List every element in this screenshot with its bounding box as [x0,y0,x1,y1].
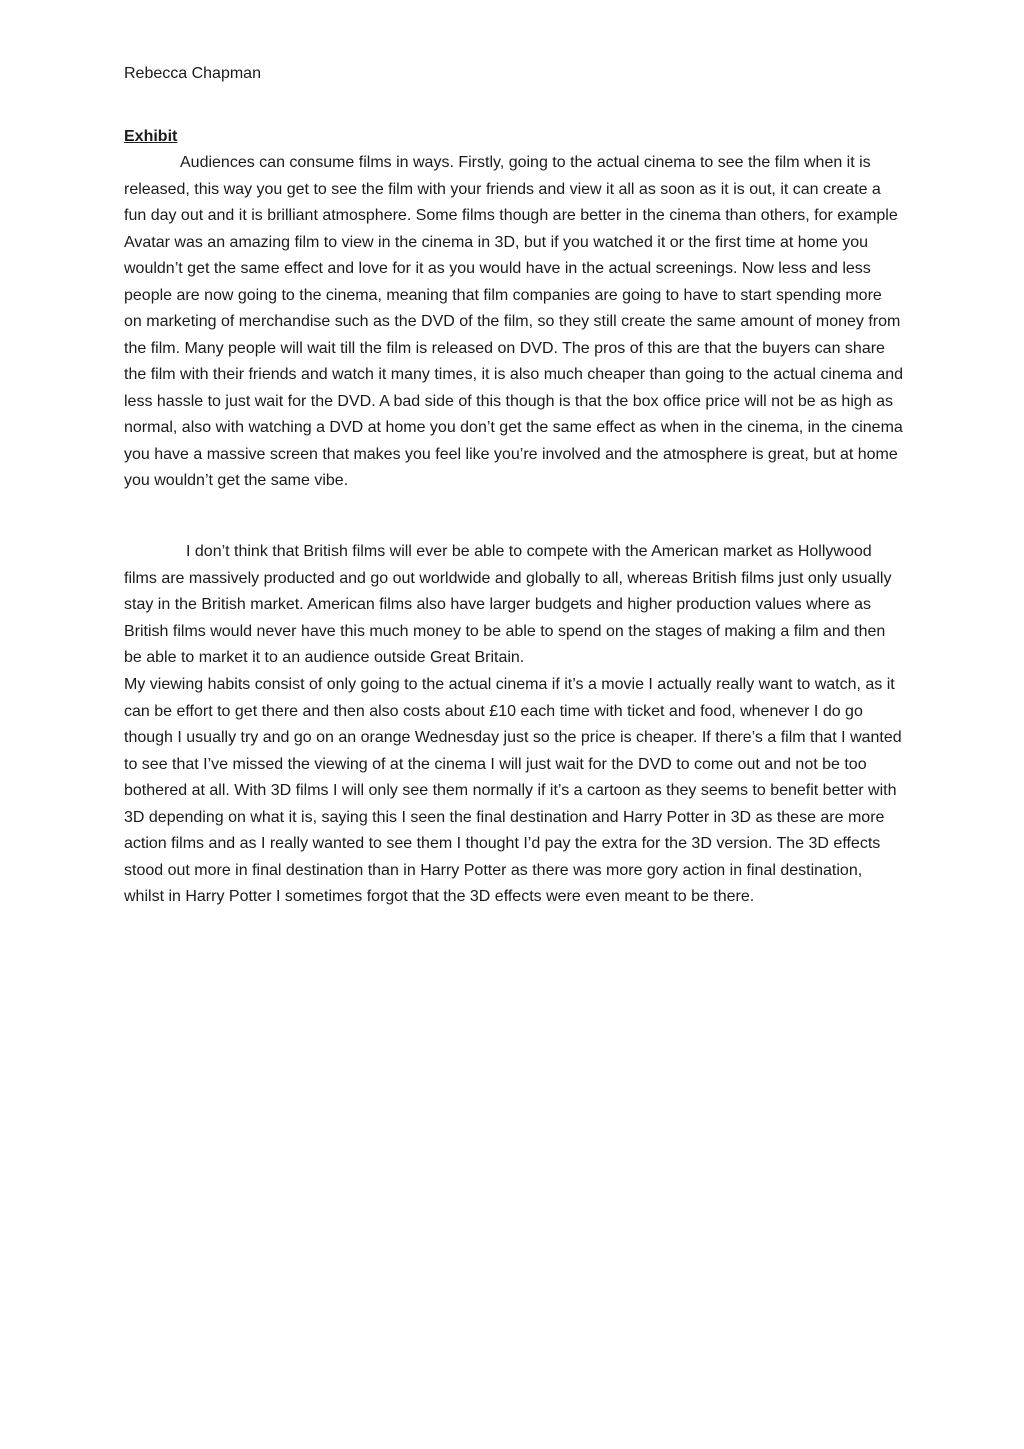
paragraph-british-films: I don’t think that British films will ever be able to compete with the American market as Hollywood films are massively producted and go out worldwide and globally to all, whereas British films just only usually stay in the British market. American films also have larger budgets and higher production values where as British films would never have this much money to be able to spend on the stages of making a film and then be able to market it to an audience outside Great Britain. [124,543,892,666]
paragraph-consumption: Audiences can consume films in ways. Firstly, going to the actual cinema to see the film when it is released, this way you get to see the film with your friends and view it all as soon as it is out, it can create a fun day out and it is brilliant atmosphere. Some films though are better in the cinema than others, for example Avatar was an amazing film to view in the cinema in 3D, but if you watched it or the first time at home you wouldn’t get the same effect and love for it as you would have in the actual screenings. Now less and less people are now going to the cinema, meaning that film companies are going to have to start spending more on marketing of merchandise such as the DVD of the film, so they still create the same amount of money from the film. Many people will wait till the film is released on DVD. The pros of this are that the buyers can share the film with their friends and watch it many times, it is also much cheaper than going to the actual cinema and less hassle to just wait for the DVD. A bad side of this though is that the box office price will not be as high as normal, also with watching a DVD at home you don’t get the same effect as when in the cinema, in the cinema you have a massive screen that makes you feel like you’re involved and the atmosphere is great, but at home you wouldn’t get the same vibe. [124,154,904,489]
author-name: Rebecca Chapman [124,65,261,82]
document-heading: Exhibit [124,128,178,145]
paragraph-viewing-habits: My viewing habits consist of only going to the actual cinema if it’s a movie I actually really want to watch, as it can be effort to get there and then also costs about £10 each time with ticket and food, whenever I do go though I usually try and go on an orange Wednesday just so the price is cheaper. If there’s a film that I wanted to see that I’ve missed the viewing of at the cinema I will just wait for the DVD to come out and not be too bothered at all. With 3D films I will only see them normally if it’s a cartoon as they seems to benefit better with 3D depending on what it is, saying this I seen the final destination and Harry Potter in 3D as these are more action films and as I really wanted to see them I thought I’d pay the extra for the 3D version. The 3D effects stood out more in final destination than in Harry Potter as there was more gory action in final destination, whilst in Harry Potter I sometimes forgot that the 3D effects were even meant to be there. [124,676,902,905]
